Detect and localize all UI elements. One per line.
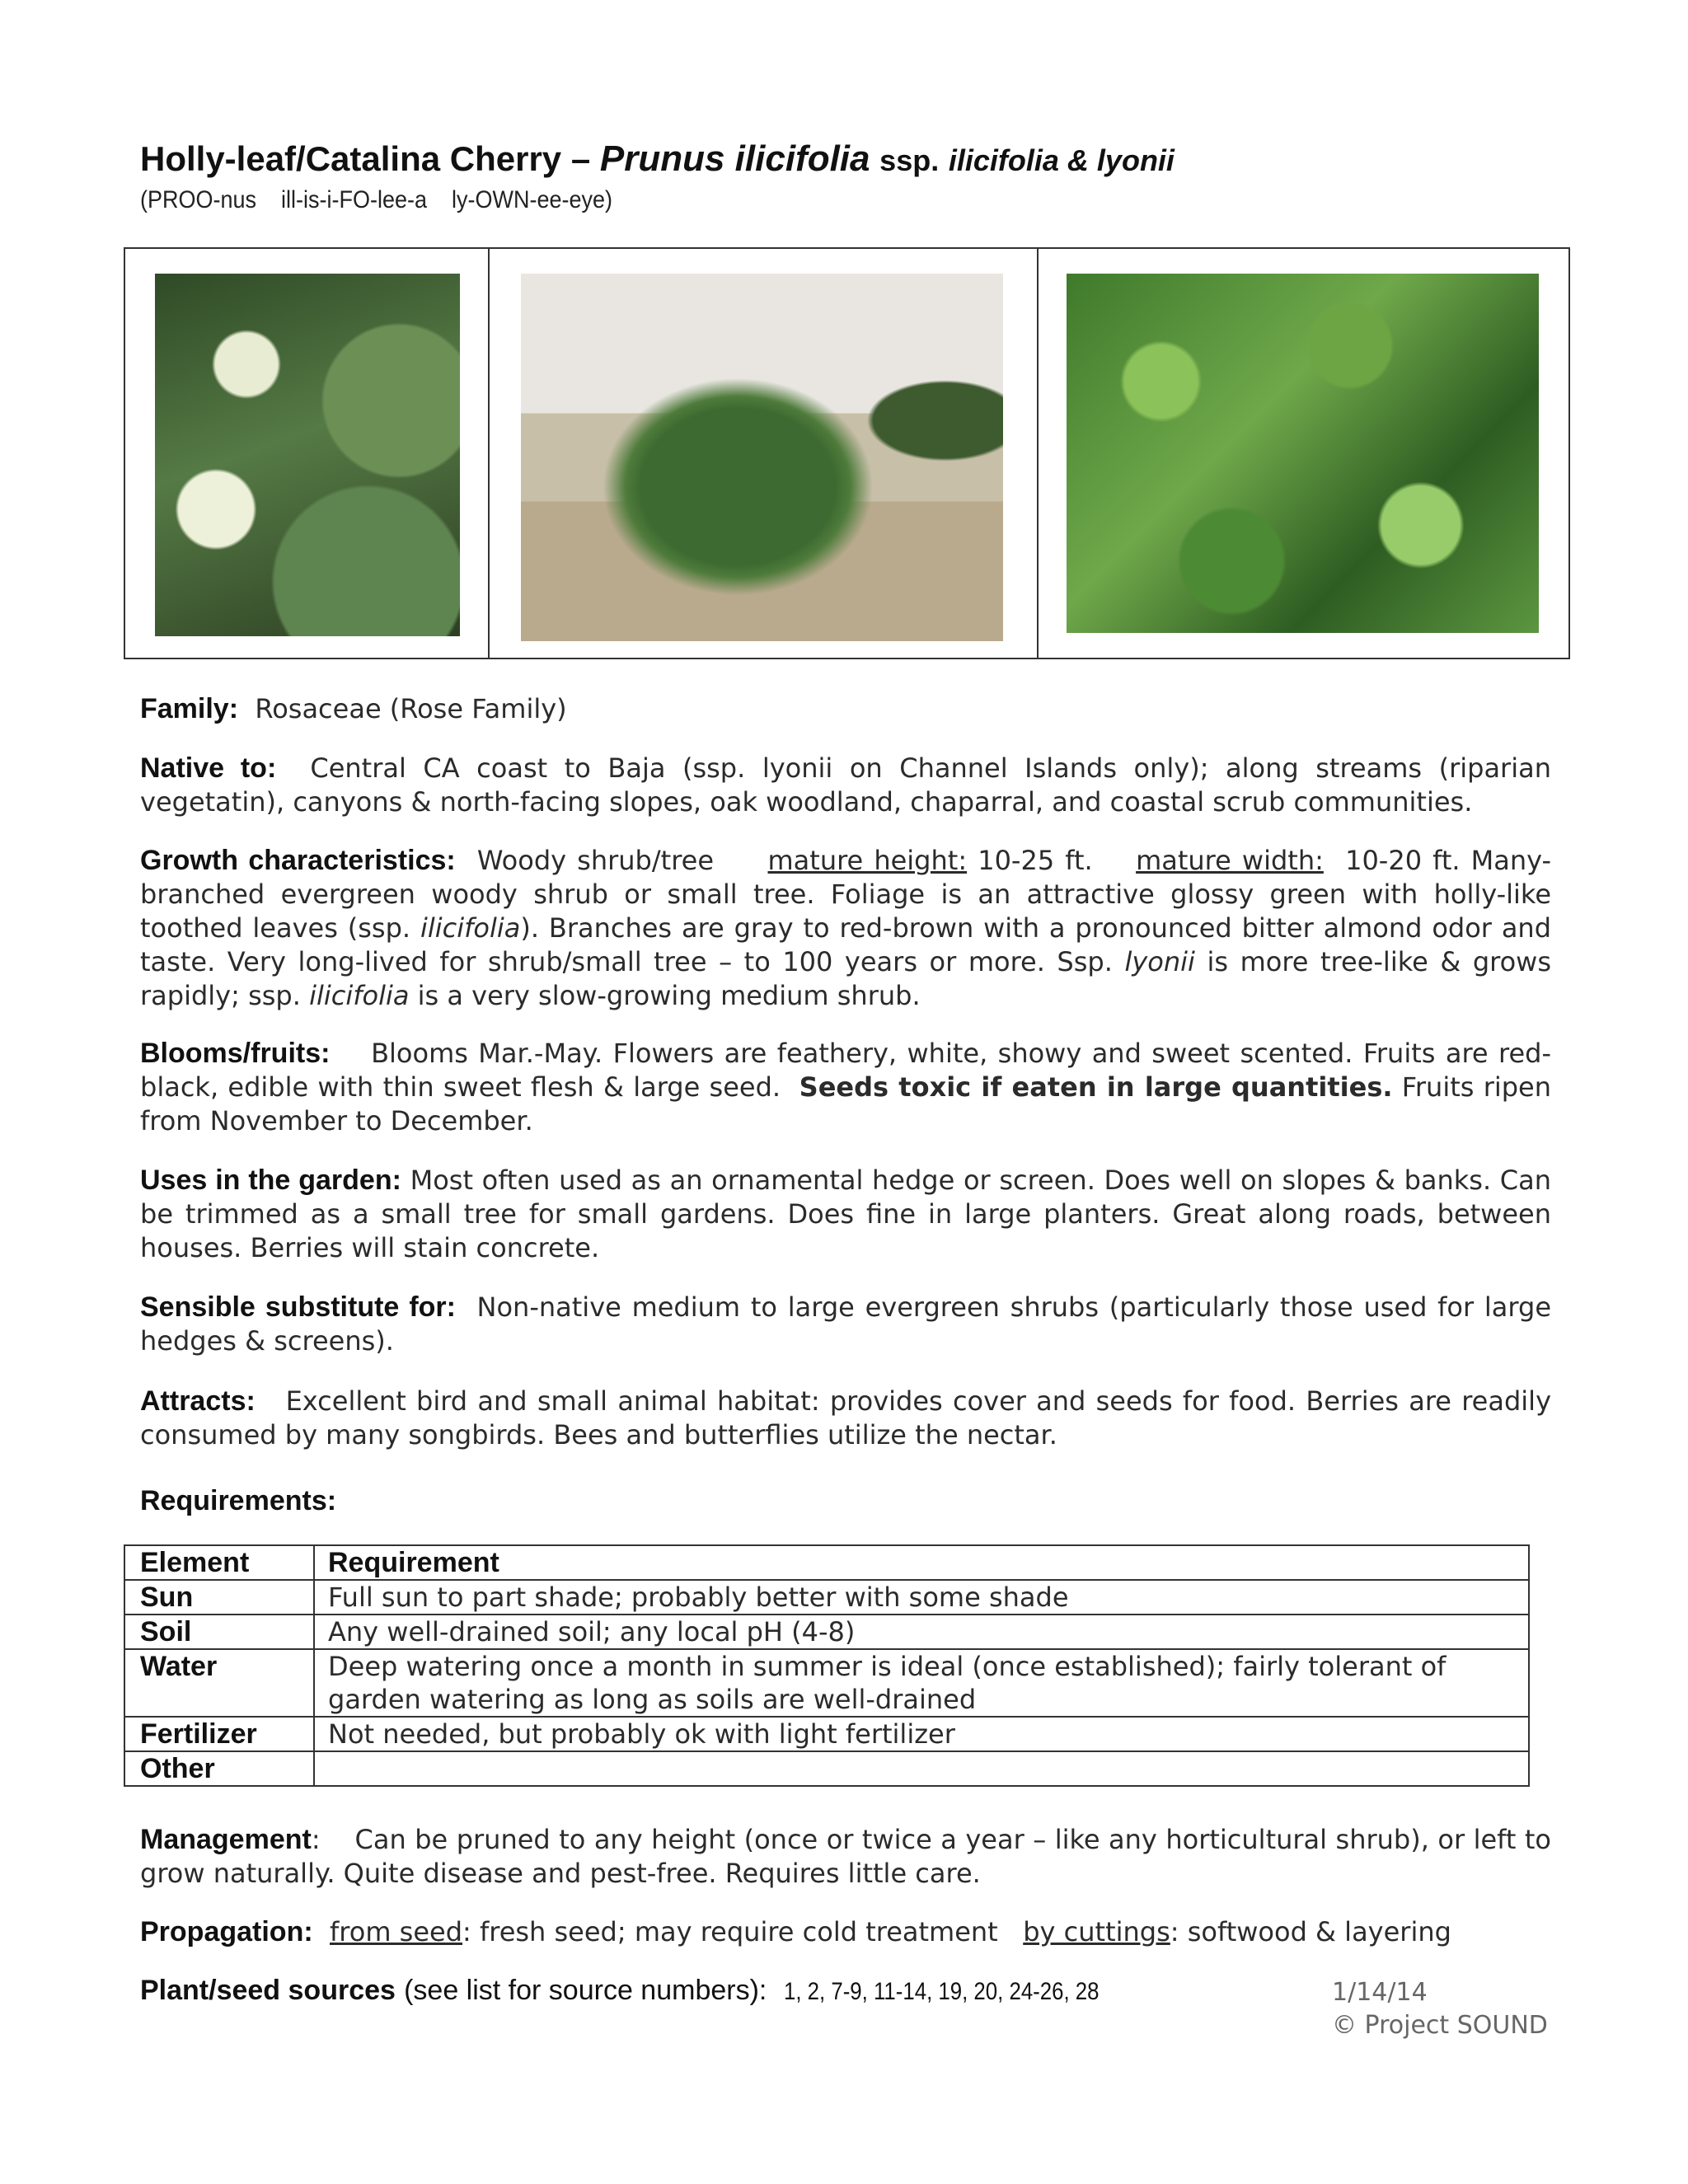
growth-text: Many-branched evergreen woody shrub or small tree. Foliage is an attractive glossy green with holly-like toothed leaves (ssp. — [140, 845, 1552, 944]
blooms-label: Blooms/fruits: — [140, 1038, 331, 1069]
source-numbers: 1, 2, 7-9, 11-14, 19, 20, 24-26, 28 — [783, 1978, 1100, 2005]
blooms-section — [140, 1037, 1551, 1138]
photo-divider — [488, 249, 490, 658]
ssp-abbrev: ssp. — [879, 143, 940, 177]
photo-divider — [1037, 249, 1039, 658]
substitute-section — [140, 1291, 1551, 1358]
scientific-name: Prunus ilicifolia — [599, 138, 870, 179]
subspecies-names: ilicifolia & lyonii — [948, 143, 1175, 177]
requirements-table — [124, 1544, 1530, 1787]
growth-section — [140, 844, 1551, 1013]
requirement-cell: Not needed, but probably ok with light fertilizer — [314, 1717, 1529, 1751]
footer — [1332, 1976, 1548, 2042]
width-value: 10-20 ft. — [1345, 845, 1461, 876]
copyright: © Project SOUND — [1332, 2011, 1548, 2040]
element-cell: Water — [124, 1649, 314, 1717]
management-section — [140, 1823, 1551, 1891]
uses-section — [140, 1164, 1551, 1265]
table-row — [124, 1751, 1529, 1786]
element-cell: Fertilizer — [124, 1717, 314, 1751]
page-title — [140, 138, 1175, 180]
native-label: Native to: — [140, 752, 277, 784]
table-row — [124, 1580, 1529, 1615]
revision-date: 1/14/14 — [1332, 1978, 1428, 2007]
table-row — [124, 1615, 1529, 1649]
height-value: 10-25 ft. — [978, 845, 1093, 876]
pronunciation: (PROO-nus ill-is-i-FO-lee-a ly-OWN-ee-eye) — [140, 186, 613, 213]
family-text: Rosaceae (Rose Family) — [255, 693, 567, 724]
width-label: mature width: — [1136, 845, 1324, 876]
flower-photo — [155, 274, 460, 636]
native-text: Central CA coast to Baja (ssp. lyonii on Channel Islands only); along streams (riparian vegetatin), canyons & north-facing slopes, oak woodland, chaparral, and coastal scrub communities. — [140, 752, 1551, 818]
table-row — [124, 1717, 1529, 1751]
toxic-warning: Seeds toxic if eaten in large quantities. — [799, 1071, 1393, 1103]
growth-italic: ilicifolia — [309, 980, 410, 1011]
attracts-label: Attracts: — [140, 1385, 256, 1417]
photo-strip — [124, 247, 1570, 659]
growth-italic: ilicifolia — [420, 912, 521, 944]
blooms-text: Blooms Mar.-May. Flowers are feathery, white, showy and sweet scented. Fruits are red-black, edible with thin sweet flesh & large seed. — [140, 1038, 1551, 1103]
substitute-text: Non-native medium to large evergreen shrubs (particularly those used for large hedges & screens). — [140, 1291, 1551, 1357]
growth-italic: lyonii — [1124, 946, 1195, 977]
sources-label: Plant/seed sources — [140, 1975, 396, 2006]
sources-note: (see list for source numbers): — [404, 1975, 767, 2006]
shrub-photo — [521, 274, 1003, 641]
growth-type: Woody shrub/tree — [476, 845, 715, 876]
common-name: Holly-leaf/Catalina Cherry — [140, 139, 562, 178]
family-section — [140, 692, 1551, 726]
growth-text: is more tree-like & grows rapidly; ssp. — [140, 946, 1552, 1011]
growth-label: Growth characteristics: — [140, 845, 456, 876]
requirement-cell — [314, 1751, 1529, 1786]
by-cuttings-text: : softwood & layering — [1170, 1916, 1451, 1947]
attracts-text: Excellent bird and small animal habitat: provides cover and seeds for food. Berries are readily consumed by many songbirds. Bees and butterflies utilize the nectar. — [140, 1385, 1552, 1451]
uses-label: Uses in the garden: — [140, 1165, 401, 1196]
header-requirement: Requirement — [314, 1545, 1529, 1580]
foliage-photo — [1067, 274, 1539, 633]
growth-text: ). Branches are gray to red-brown with a pronounced bitter almond odor and taste. Very long-lived for shrub/small tree – to 100 years or more. Ssp. — [140, 912, 1552, 977]
management-text: Can be pruned to any height (once or twice a year – like any horticultural shrub), or left to grow naturally. Quite disease and pest-free. Requires little care. — [140, 1824, 1551, 1889]
attracts-section — [140, 1385, 1551, 1452]
requirement-cell: Any well-drained soil; any local pH (4-8) — [314, 1615, 1529, 1649]
requirement-cell: Full sun to part shade; probably better with some shade — [314, 1580, 1529, 1615]
from-seed-text: : fresh seed; may require cold treatment — [462, 1916, 998, 1947]
table-row — [124, 1649, 1529, 1717]
title-dash: – — [570, 139, 591, 178]
uses-text: Most often used as an ornamental hedge or screen. Does well on slopes & banks. Can be trimmed as a small tree for small gardens. Does fine in large planters. Great along roads, between houses. Berries will stain concrete. — [140, 1165, 1552, 1263]
header-element: Element — [124, 1545, 314, 1580]
blooms-text: Fruits ripen from November to December. — [140, 1071, 1552, 1137]
element-cell: Sun — [124, 1580, 314, 1615]
sources-section — [140, 1975, 1150, 2007]
growth-text: is a very slow-growing medium shrub. — [417, 980, 921, 1011]
management-label: Management — [140, 1824, 312, 1855]
family-label: Family: — [140, 693, 239, 724]
propagation-label: Propagation: — [140, 1916, 313, 1947]
requirements-heading: Requirements: — [140, 1485, 337, 1516]
element-cell: Soil — [124, 1615, 314, 1649]
by-cuttings-label: by cuttings — [1023, 1916, 1170, 1947]
management-colon: : — [311, 1824, 321, 1855]
requirement-cell: Deep watering once a month in summer is ideal (once established); fairly tolerant of garden watering as long as soils are well-drained — [314, 1649, 1529, 1717]
height-label: mature height: — [767, 845, 968, 876]
table-header-row — [124, 1545, 1529, 1580]
substitute-label: Sensible substitute for: — [140, 1291, 456, 1323]
from-seed-label: from seed — [330, 1916, 463, 1947]
element-cell: Other — [124, 1751, 314, 1786]
propagation-section — [140, 1915, 1551, 1949]
native-section — [140, 752, 1551, 819]
